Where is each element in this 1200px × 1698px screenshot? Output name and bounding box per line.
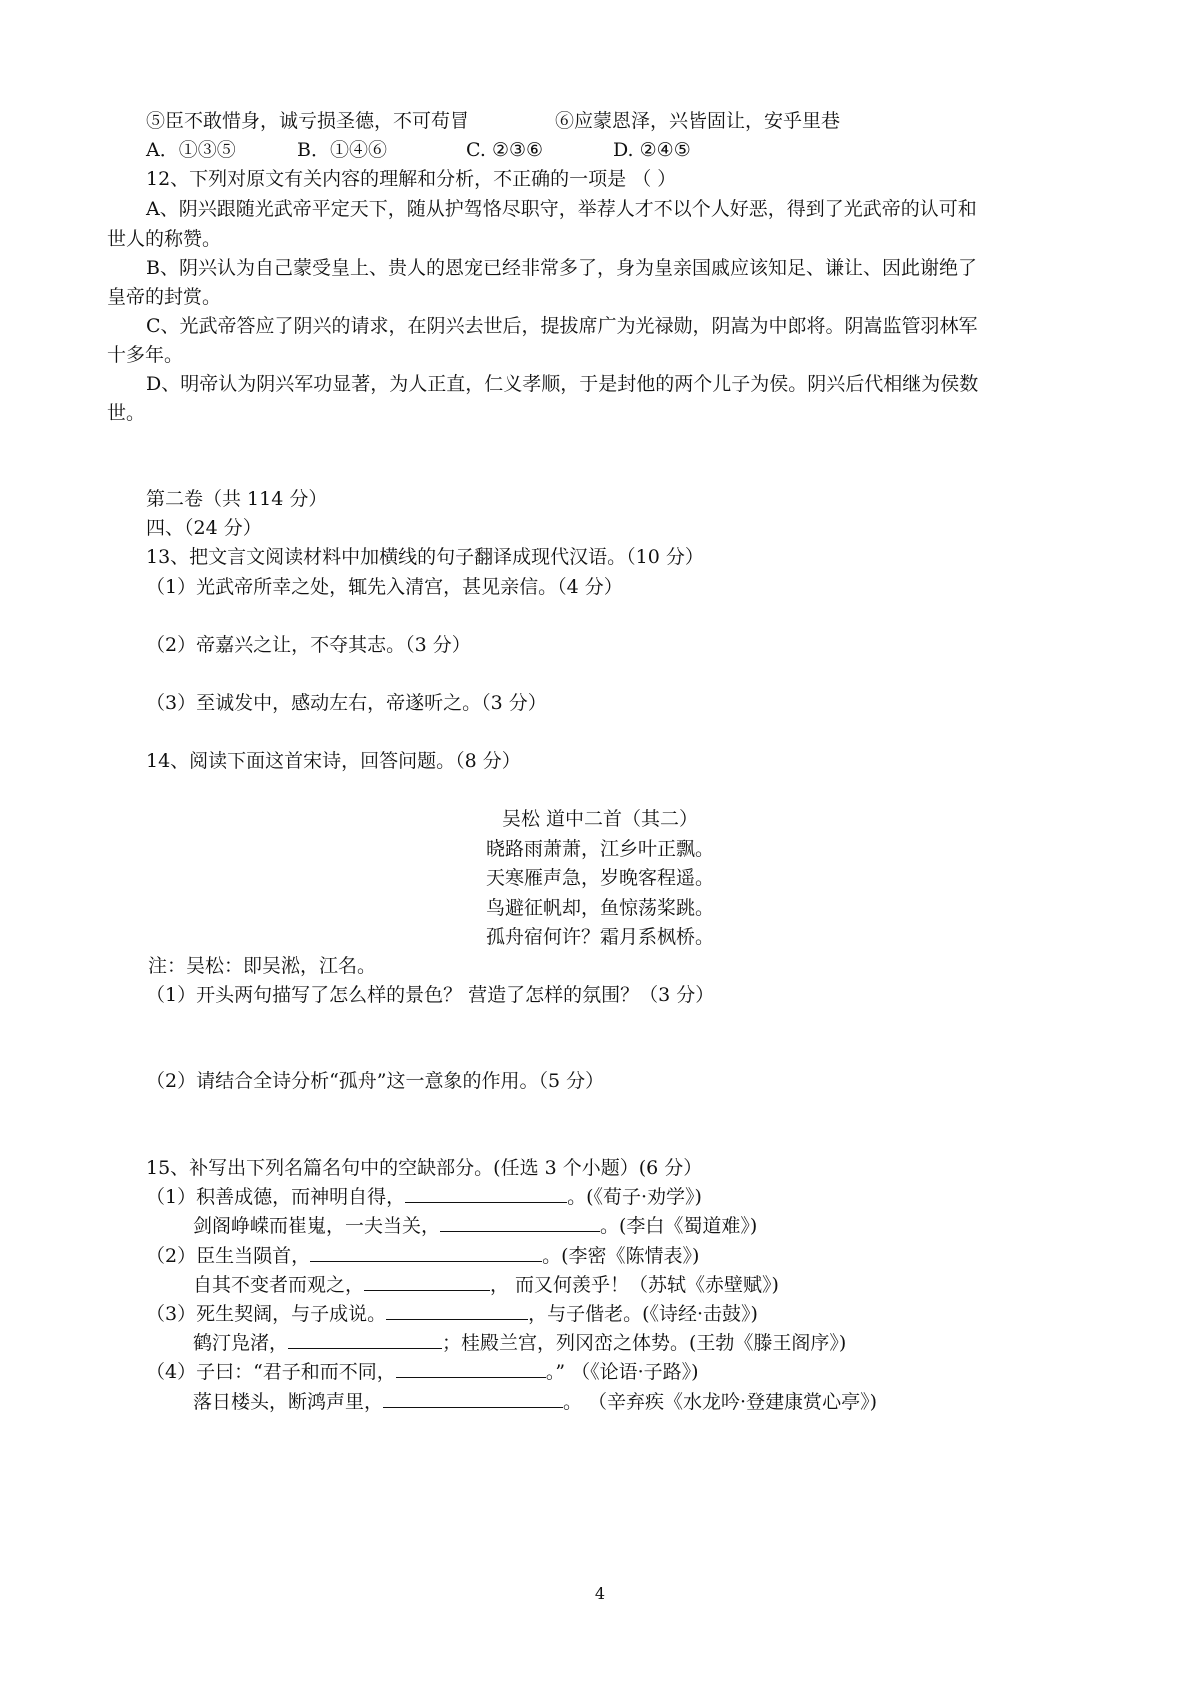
fill-blank-3b[interactable]	[288, 1330, 442, 1349]
q15-item-3a-before: （3）死生契阔，与子成说。	[146, 1303, 387, 1325]
q12-option-d: D、明帝认为阴兴军功显著，为人正直，仁义孝顺，于是封他的两个儿子为侯。阴兴后代相继为侯数	[146, 373, 979, 395]
q14-subquestion-1: （1）开头两句描写了怎么样的景色？ 营造了怎样的氛围？（3 分）	[146, 984, 715, 1006]
q15-item-4a-after: 。” （《论语·子路》)	[545, 1361, 699, 1383]
q15-item-4a-before: （4）子曰：“君子和而不同，	[146, 1361, 396, 1383]
q13-stem: 13、把文言文阅读材料中加横线的句子翻译成现代汉语。（10 分）	[146, 546, 704, 568]
q11-choice-a: A．①③⑤	[146, 139, 236, 161]
poem-line-1: 晓路雨萧萧，江乡叶正飘。	[485, 838, 714, 860]
q13-sentence-2: （2）帝嘉兴之让，不夺其志。（3 分）	[146, 634, 471, 656]
poem-note: 注：吴松：即吴淞，江名。	[148, 955, 377, 977]
q15-item-3b-before: 鹤汀凫渚，	[193, 1332, 289, 1354]
q12-option-c: C、光武帝答应了阴兴的请求，在阴兴去世后，提拔席广为光禄勋，阴嵩为中郎将。阴嵩监管羽林军	[146, 315, 978, 337]
fill-blank-4b[interactable]	[383, 1389, 563, 1408]
fill-blank-2a[interactable]	[310, 1243, 542, 1262]
q14-subquestion-2: （2）请结合全诗分析“孤舟”这一意象的作用。（5 分）	[146, 1070, 605, 1092]
q15-item-3b-after: ；桂殿兰宫，列冈峦之体势。(王勃《滕王阁序》)	[442, 1332, 847, 1354]
section4-heading: 四、（24 分）	[146, 517, 262, 539]
fill-blank-1a[interactable]	[405, 1184, 567, 1203]
q15-item-4a	[146, 1359, 699, 1385]
q15-item-1b-after: 。(李白《蜀道难》)	[600, 1215, 758, 1237]
q13-sentence-1: （1）光武帝所幸之处，辄先入清宫，甚见亲信。（4 分）	[146, 576, 623, 598]
q15-item-1b-before: 剑阁峥嵘而崔嵬，一夫当关，	[193, 1215, 441, 1237]
q12-stem: 12、下列对原文有关内容的理解和分析，不正确的一项是 （ ）	[146, 168, 677, 190]
poem-line-3: 鸟避征帆却，鱼惊荡桨跳。	[485, 897, 714, 919]
q12-option-a: A、阴兴跟随光武帝平定天下，随从护驾恪尽职守，举荐人才不以个人好恶，得到了光武帝的认可和	[146, 198, 977, 220]
q15-item-3a	[146, 1301, 758, 1327]
q15-item-1b	[193, 1213, 757, 1239]
q15-stem: 15、补写出下列名篇名句中的空缺部分。(任选 3 个小题）(6 分）	[146, 1157, 703, 1179]
q15-item-1a-after: 。(《荀子·劝学》)	[567, 1186, 702, 1208]
q12-option-a-cont: 世人的称赞。	[107, 228, 222, 250]
q11-choice-d: D. ②④⑤	[613, 139, 691, 161]
q12-option-d-cont: 世。	[107, 402, 146, 424]
fill-blank-4a[interactable]	[396, 1359, 546, 1378]
poem-line-2: 天寒雁声急，岁晚客程遥。	[485, 867, 714, 889]
fill-blank-2b[interactable]	[364, 1272, 490, 1291]
q15-item-1a-before: （1）积善成德，而神明自得，	[146, 1186, 406, 1208]
q12-option-c-cont: 十多年。	[107, 344, 184, 366]
q11-choice-b: B．①④⑥	[297, 139, 387, 161]
q11-choice-c: C. ②③⑥	[466, 139, 544, 161]
q15-item-4b-before: 落日楼头，断鸿声里，	[193, 1391, 384, 1413]
q15-item-2a	[146, 1243, 699, 1269]
q15-item-3b	[193, 1330, 846, 1356]
fill-blank-3a[interactable]	[386, 1301, 528, 1320]
q15-item-4b	[193, 1389, 877, 1415]
q15-item-2b	[193, 1272, 779, 1298]
q14-stem: 14、阅读下面这首宋诗，回答问题。（8 分）	[146, 750, 521, 772]
q12-option-b-cont: 皇帝的封赏。	[107, 286, 222, 308]
q15-item-3a-after: ，与子偕老。(《诗经·击鼓》)	[528, 1303, 758, 1325]
q15-item-4b-after: 。 （辛弃疾《水龙吟·登建康赏心亭》)	[563, 1391, 878, 1413]
page-number: 4	[594, 1584, 606, 1603]
poem-title: 吴松 道中二首（其二）	[501, 808, 699, 830]
poem-line-4: 孤舟宿何许？霜月系枫桥。	[485, 926, 714, 948]
q15-item-2a-after: 。(李密《陈情表》)	[542, 1245, 700, 1267]
q11-option-5: ⑤臣不敢惜身，诚亏损圣德，不可苟冒	[146, 110, 470, 132]
q15-item-2a-before: （2）臣生当陨首，	[146, 1245, 311, 1267]
part2-title: 第二卷（共 114 分）	[146, 488, 328, 510]
fill-blank-1b[interactable]	[440, 1213, 600, 1232]
q12-option-b: B、阴兴认为自己蒙受皇上、贵人的恩宠已经非常多了，身为皇亲国戚应该知足、谦让、因此谢绝了	[146, 257, 977, 279]
q13-sentence-3: （3）至诚发中，感动左右，帝遂听之。（3 分）	[146, 692, 547, 714]
q15-item-2b-before: 自其不变者而观之，	[193, 1274, 365, 1296]
q15-item-1a	[146, 1184, 702, 1210]
q15-item-2b-after: ， 而又何羡乎！（苏轼《赤壁赋》)	[490, 1274, 779, 1296]
q11-option-6: ⑥应蒙恩泽，兴皆固让，安乎里巷	[555, 110, 841, 132]
